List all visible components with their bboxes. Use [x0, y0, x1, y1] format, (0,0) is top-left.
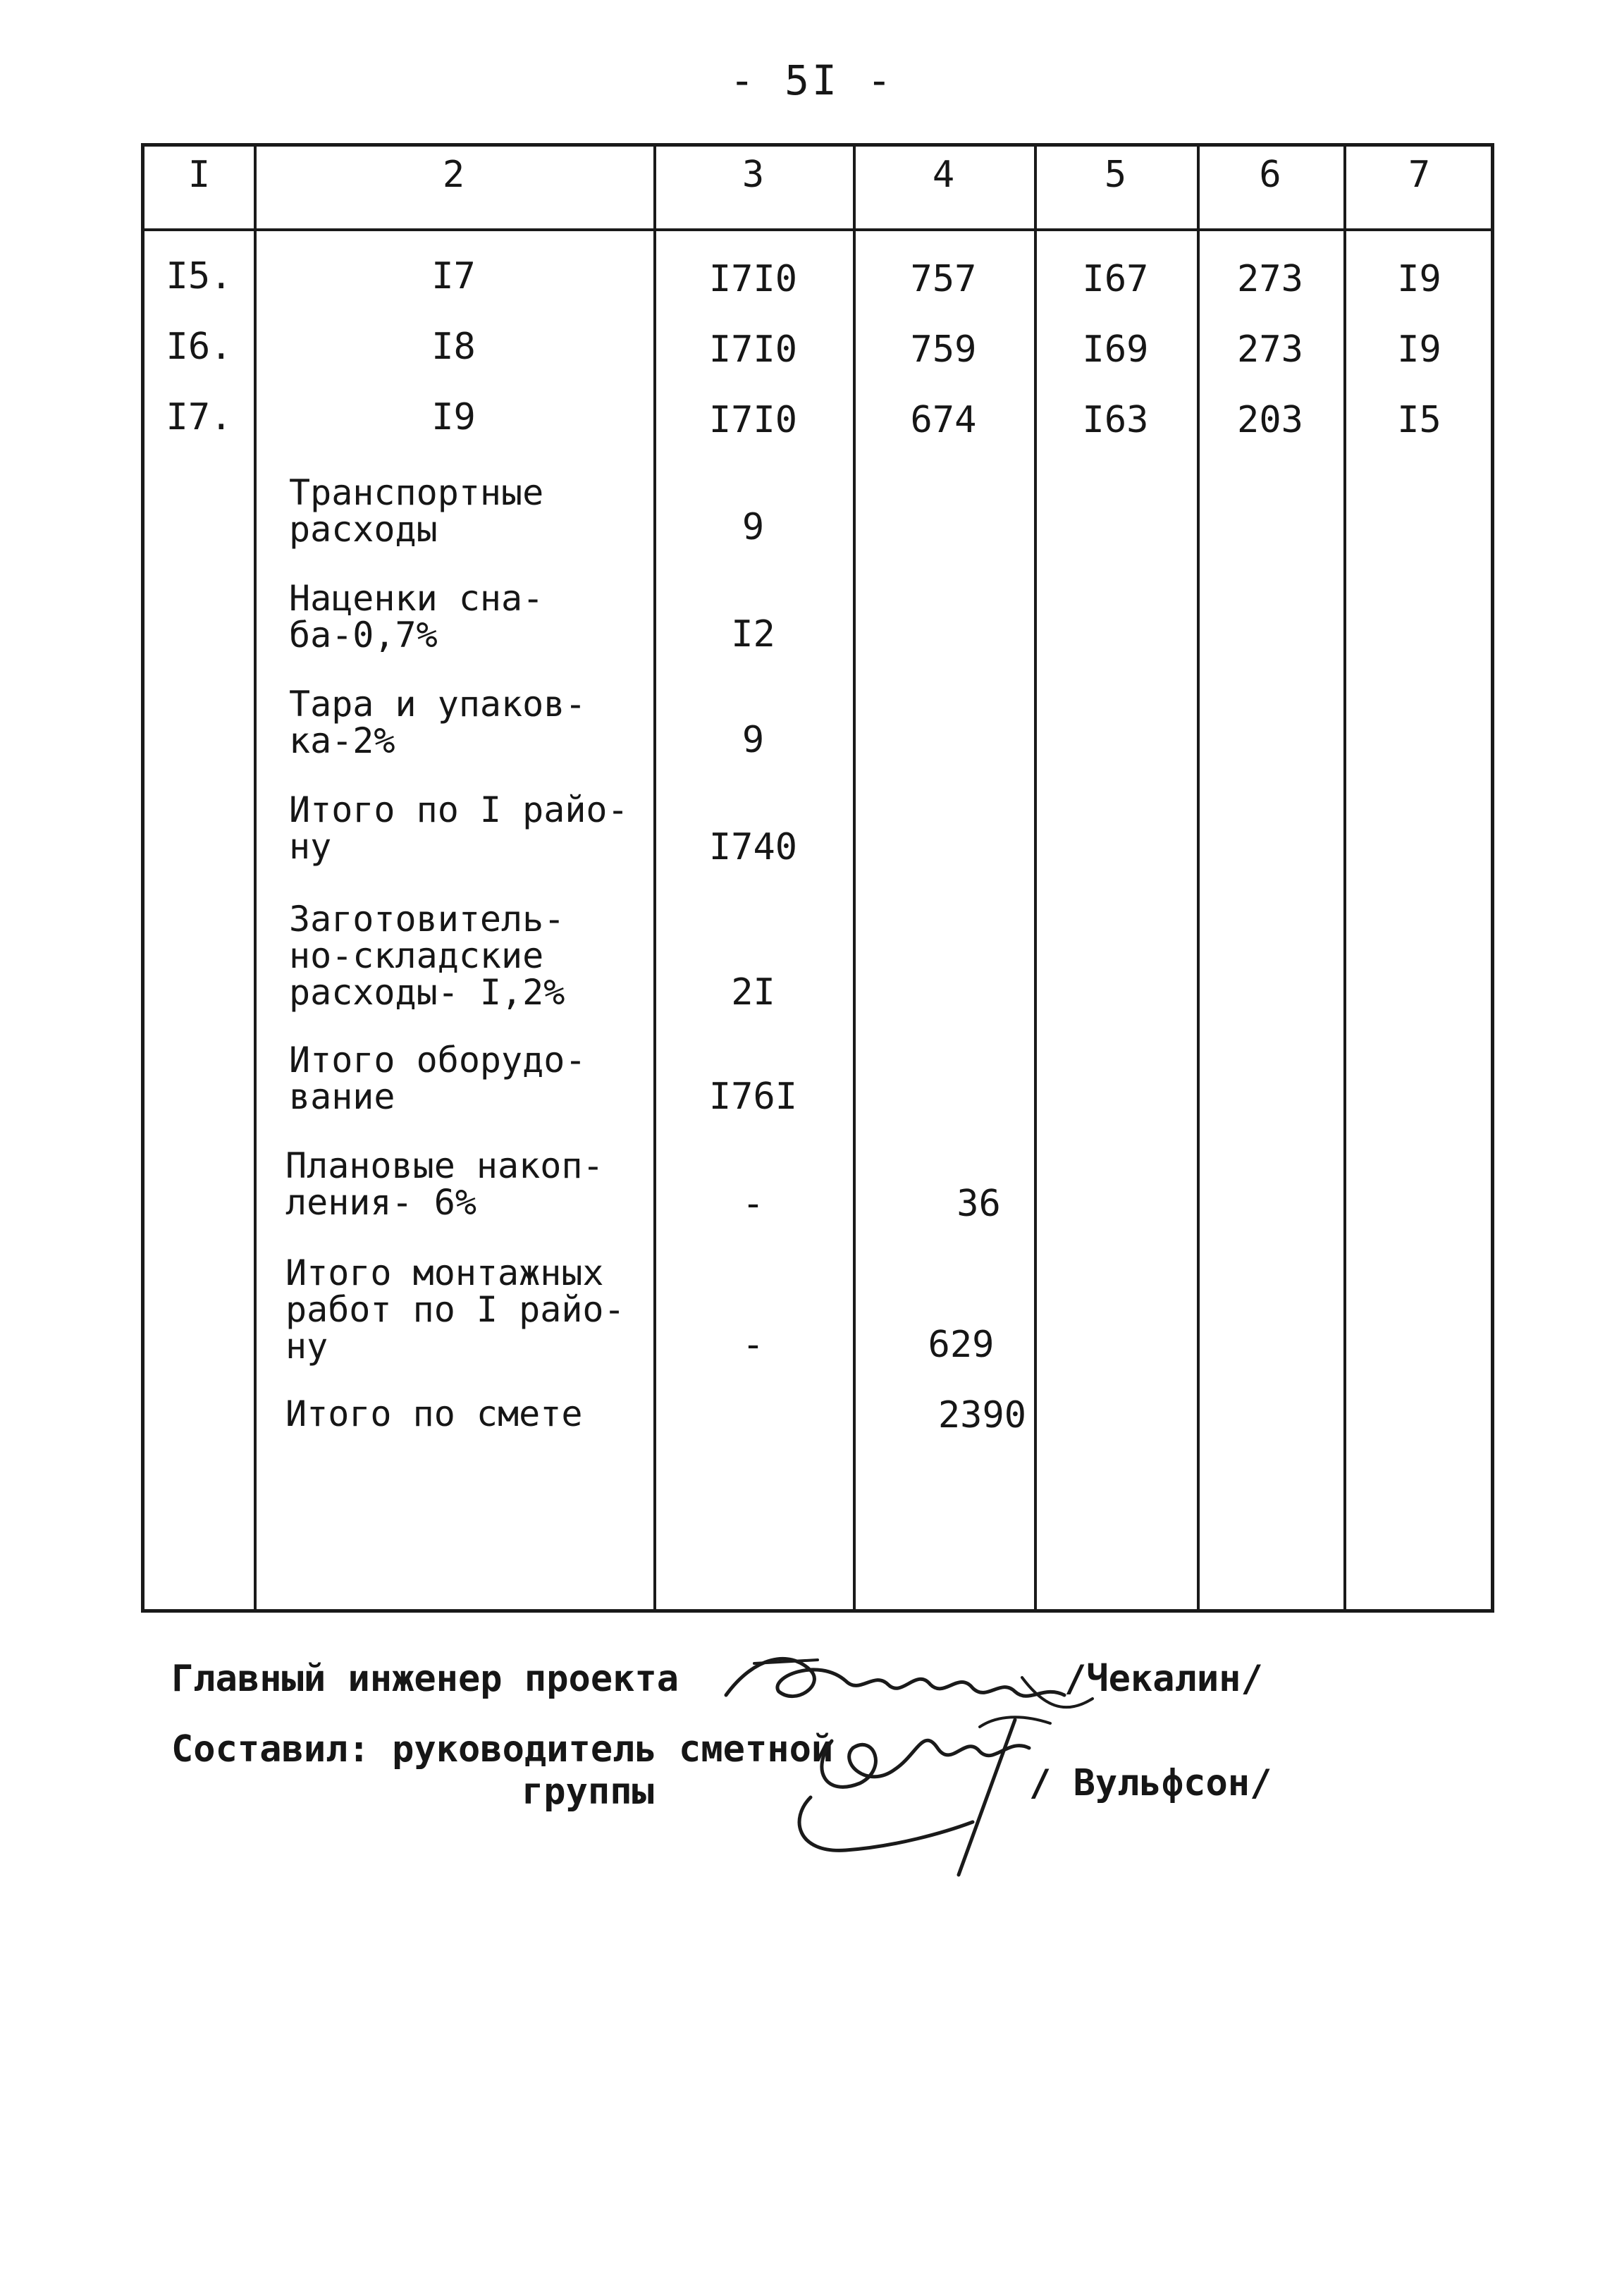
- summary-label: Заготовитель- но-складские расходы- I,2%: [289, 899, 565, 1013]
- row-col-3: I7I0: [708, 258, 798, 300]
- row-col-5: I69: [1082, 328, 1149, 371]
- header-col-7: 7: [1408, 154, 1431, 196]
- summary-label: Транспортные расходы: [289, 472, 544, 550]
- summary-label: Итого монтажных работ по I райо- ну: [285, 1252, 625, 1367]
- row-col-4: 759: [910, 328, 977, 371]
- summary-col-3: -: [742, 1183, 765, 1225]
- summary-label: Итого оборудо- вание: [289, 1040, 586, 1117]
- row-number: I7.: [166, 396, 233, 438]
- summary-col-3: I76I: [708, 1076, 798, 1118]
- composer-name: / Вульфсон/: [1029, 1762, 1272, 1804]
- summary-col-3: 9: [742, 506, 765, 548]
- row-col-4: 757: [910, 258, 977, 300]
- summary-col-3: I740: [708, 826, 798, 868]
- row-col-5: I63: [1082, 399, 1149, 441]
- row-number: I6.: [166, 326, 233, 368]
- summary-label: Тара и упаков- ка-2%: [289, 684, 586, 761]
- header-divider: [144, 228, 1491, 231]
- summary-col-3: -: [742, 1324, 765, 1366]
- header-col-4: 4: [932, 154, 955, 196]
- summary-col-3: I2: [731, 613, 775, 655]
- row-col-4: 674: [910, 399, 977, 441]
- chief-engineer-label: Главный инженер проекта: [171, 1658, 679, 1700]
- summary-label: Итого по смете: [285, 1393, 583, 1434]
- summary-label: Плановые накоп- ления- 6%: [285, 1145, 604, 1223]
- row-col-5: I67: [1082, 258, 1149, 300]
- header-col-3: 3: [742, 154, 765, 196]
- header-col-2: 2: [442, 154, 465, 196]
- summary-col-4: 2390: [937, 1394, 1027, 1436]
- row-col-6: 273: [1237, 328, 1303, 371]
- header-col-1: I: [187, 154, 211, 196]
- estimate-table: [141, 143, 1494, 1613]
- composed-label-2: группы: [522, 1771, 654, 1813]
- row-col-7: I5: [1397, 399, 1441, 441]
- chief-engineer-name: /Чекалин/: [1064, 1658, 1263, 1700]
- summary-col-4: 36: [956, 1183, 1001, 1225]
- summary-label: Итого по I райо- ну: [289, 789, 629, 867]
- row-col-3: I7I0: [708, 399, 798, 441]
- page-number: - 5I -: [730, 56, 894, 104]
- row-col-3: I7I0: [708, 328, 798, 371]
- row-col-7: I9: [1397, 328, 1441, 371]
- row-number: I5.: [166, 255, 233, 297]
- row-col-2: I9: [431, 396, 476, 438]
- row-col-6: 273: [1237, 258, 1303, 300]
- composed-label: Составил: руководитель сметной: [171, 1728, 834, 1771]
- row-col-7: I9: [1397, 258, 1441, 300]
- header-col-5: 5: [1104, 154, 1127, 196]
- summary-col-3: 9: [742, 719, 765, 761]
- row-col-2: I8: [431, 326, 476, 368]
- row-col-6: 203: [1237, 399, 1303, 441]
- summary-col-4: 629: [928, 1324, 995, 1366]
- summary-col-3: 2I: [731, 971, 775, 1014]
- summary-label: Наценки сна- ба-0,7%: [289, 578, 544, 655]
- row-col-2: I7: [431, 255, 476, 297]
- header-col-6: 6: [1259, 154, 1281, 196]
